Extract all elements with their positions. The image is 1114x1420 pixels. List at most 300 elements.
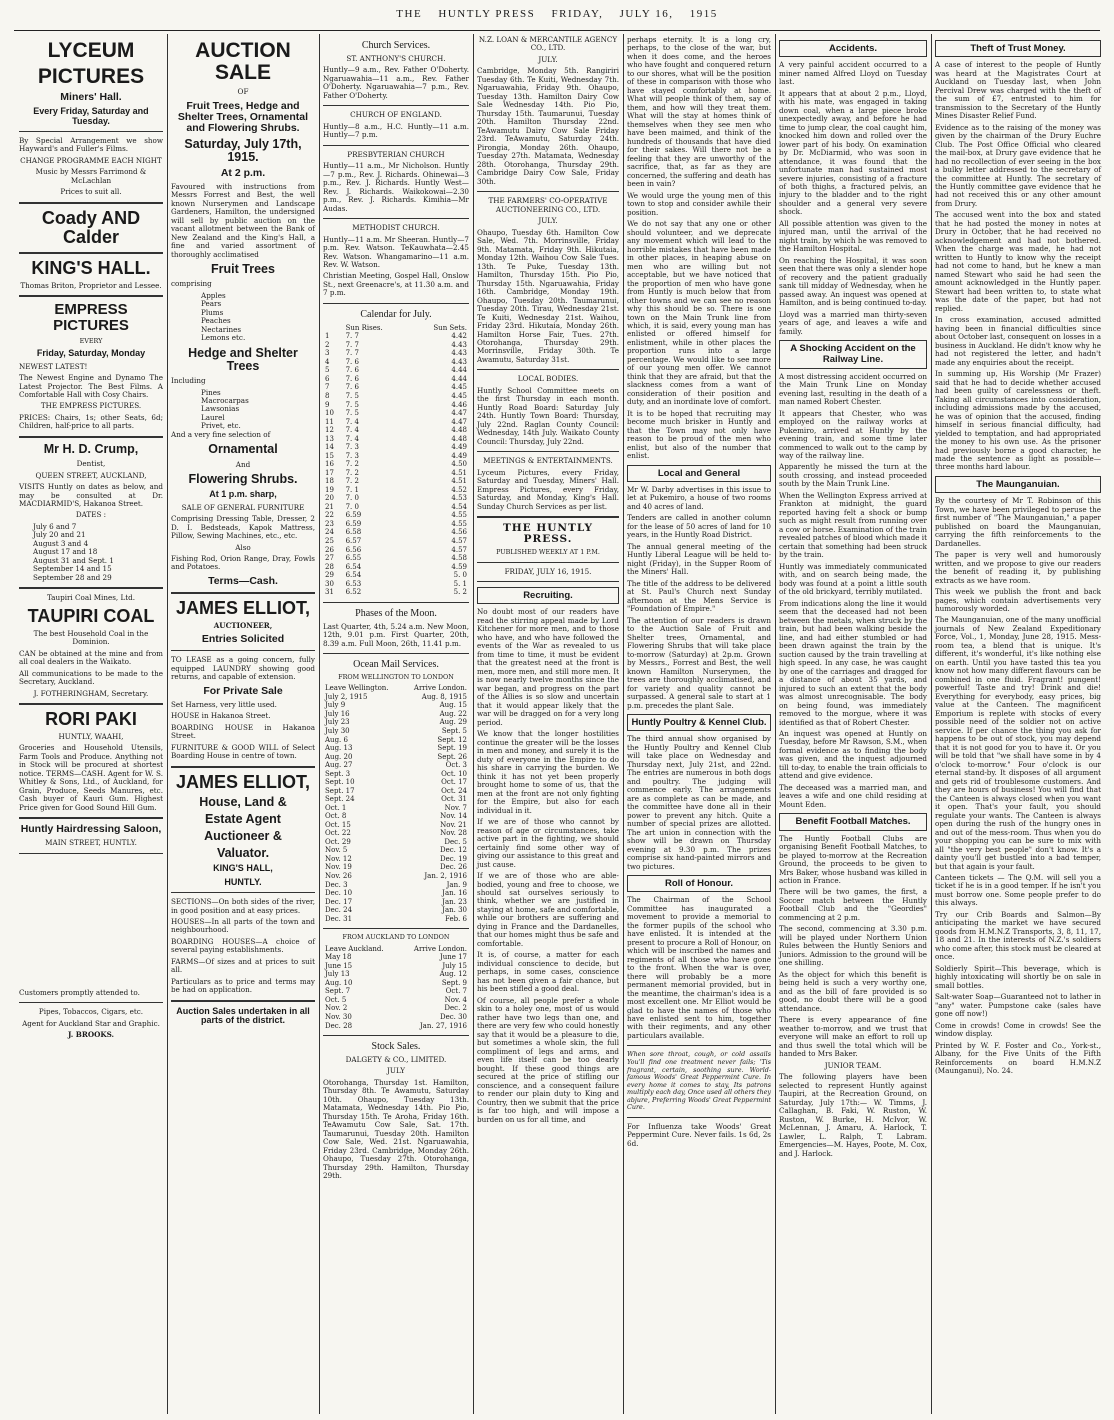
arrive-london: Aug. 22 — [439, 709, 467, 718]
published-weekly: PUBLISHED WEEKLY AT 1 P.M. — [496, 548, 600, 557]
sun-sets: 4.47 — [451, 417, 467, 426]
benefit-paragraph: The second, commencing at 3.30 p.m. will be played under Northern Union Rules between the Huntly Seniors and Juniors. Admission to the ground will be one shilling. — [779, 924, 927, 968]
coady-calder: Coady AND Calder — [41, 207, 141, 247]
sun-sets: 4.59 — [451, 562, 467, 571]
recruiting-paragraph: If we are of those who cannot by reason of age or circumstances, take active part in the fighting, we should certainly find some other way of giving our assistance to this great and just cause. — [477, 817, 619, 869]
arrive-london: Jan. 2, 1916 — [424, 872, 467, 881]
sun-sets: 4.44 — [451, 366, 467, 375]
taupiri-secretary: J. FOTHERINGHAM, Secretary. — [33, 688, 149, 698]
ornamental-and: And — [235, 459, 251, 469]
fruit-item: Nectarines — [201, 324, 242, 334]
sun-sets: 4.43 — [451, 357, 467, 366]
leave-wellington: Nov. 5 — [325, 846, 348, 855]
wellington-mail-row — [323, 744, 469, 753]
phases-body: Last Quarter, 4th, 5.24 a.m. New Moon, 12th, 9.01 p.m. First Quarter, 20th, 8.39 a.m. Full Moon, 26th, 11.41 p.m. — [323, 621, 469, 648]
sun-rises: 7. 6 — [345, 366, 359, 375]
roll-of-honour-heading: Roll of Honour. — [627, 875, 771, 892]
arrive-london: Jan. 27, 1916 — [419, 1021, 467, 1030]
church-services-heading: Church Services. — [361, 40, 431, 51]
fine-selection: And a very fine selection of — [171, 429, 271, 439]
fruit-item: Peaches — [201, 316, 231, 326]
ocean-mail-heading: Ocean Mail Services. — [353, 658, 439, 670]
auckland-mail-row — [323, 962, 469, 971]
calendar-row — [323, 528, 469, 537]
calendar-day: 15 — [325, 451, 334, 460]
calendar-day: 7 — [325, 383, 330, 392]
huntly-address: HUNTLY. — [224, 876, 262, 887]
house-hakanoa: HOUSE in Hakanoa Street. — [171, 711, 271, 721]
influenza-ad: For Influenza take Woods' Great Peppermint Cure. Never fails. 1s 6d, 2s 6d. — [627, 1121, 771, 1148]
sun-rises: 7. 0 — [345, 494, 359, 503]
calendar-row — [323, 418, 469, 427]
auction-sales-undertaken: Auction Sales undertaken in all parts of the district. — [176, 1005, 310, 1026]
james-elliot-1: JAMES ELLIOT, — [175, 597, 310, 618]
calendar-day: 20 — [325, 494, 334, 503]
wellington-mail-row — [323, 915, 469, 924]
taupiri-coal: TAUPIRI COAL — [27, 605, 155, 626]
calendar-row — [323, 563, 469, 572]
shocking-paragraph: A most distressing accident occurred on the Main Trunk Line on Monday evening last, resulting in the death of a man named Robert Chester. — [779, 371, 927, 407]
arrive-london: Nov. 21 — [440, 820, 467, 829]
maunganuian-paragraph: This week we publish the front and back pages, which contain advertisements very humorously worded. — [935, 587, 1101, 613]
main-street: MAIN STREET, HUNTLY. — [45, 838, 137, 848]
farmers-heading: THE FARMERS' CO-OPERATIVE AUCTIONEERING CO., LTD. — [488, 196, 608, 214]
leave-wellington: Dec. 31 — [325, 914, 353, 923]
calendar-row — [323, 443, 469, 452]
fruit-item: Apples — [201, 290, 226, 300]
sun-sets: 4.48 — [451, 426, 467, 435]
calendar-row — [323, 503, 469, 512]
issue-date: FRIDAY, JULY 16, 1915. — [504, 566, 592, 576]
sharp-time: At 1 p.m. sharp, — [209, 489, 277, 500]
sun-rises: 7. 2 — [345, 468, 359, 477]
calendar-row — [323, 341, 469, 350]
calendar-row — [323, 588, 469, 597]
crump-date: July 20 and 21 — [33, 530, 86, 540]
sun-sets: 4.51 — [451, 468, 467, 477]
shocking-paragraph: The deceased was a married man, and leaves a wife and one child residing at Mount Eden. — [779, 782, 927, 809]
sun-rises: 7. 0 — [345, 502, 359, 511]
theft-paragraph: The accused went into the box and stated that he had posted the money in notes at Drury in October, that he had received no acknowledgement and had not bothered. When the charge was made, he had not written to Huntly to know why the receipt had not come to hand, but he knew a man named Stewart who said he had seen the amount acknowledged in the Huntly paper. Stewart had been written to, to state what was the date of the paper, but had not replied. — [935, 210, 1101, 313]
leave-wellington: Dec. 24 — [325, 906, 353, 915]
crump-address: QUEEN STREET, AUCKLAND, — [35, 470, 147, 480]
sun-rises: 7. 7 — [345, 332, 359, 341]
calendar-row — [323, 554, 469, 563]
column-3 — [320, 36, 472, 1414]
leave-wellington: July 9 — [325, 701, 346, 710]
empress-every: EVERY — [79, 336, 103, 345]
leave-wellington: Oct. 15 — [325, 820, 351, 829]
farmers-july: JULY. — [538, 216, 558, 226]
calendar-day: 16 — [325, 460, 334, 469]
calendar-day: 23 — [325, 519, 334, 528]
crump-name: Mr H. D. Crump, — [43, 441, 139, 456]
sun-sets: 4.55 — [451, 511, 467, 520]
calendar-day: 27 — [325, 554, 334, 563]
calendar-row — [323, 358, 469, 367]
local-general-paragraph: The title of the address to be delivered at St. Paul's Church next Sunday afternoon at the Mens Service is "Foundation of Empire." — [627, 578, 771, 614]
shocking-paragraph: An inquest was opened at Huntly on Tuesday, before Mr Rawson, S.M., when formal evidence as to finding the body was given, and the inquest adjourned till to-day, to enable the train officials to attend and give evidence. — [779, 729, 927, 781]
leave-wellington: Sept. 10 — [325, 778, 355, 787]
taupiri-best: The best Household Coal in the Dominion. — [33, 628, 149, 647]
arrive-london: Nov. 7 — [444, 803, 467, 812]
empress-body: The Newest Engine and Dynamo The Latest Projector. The Best Films. A Comfortable Hall with Cosy Chairs. — [19, 373, 163, 399]
wellington-mail-row — [323, 906, 469, 915]
theft-paragraph: A case of interest to the people of Huntly was heard at the Magistrates Court at Auckland on Tuesday last, when John Percival Drew was charged with the theft of the sum of £7, entrusted to him for transmission to the Secretary of the Huntly Mines Disaster Relief Fund. — [935, 60, 1101, 121]
wellington-mail-row — [323, 718, 469, 727]
sun-rises: 7. 7 — [345, 340, 359, 349]
sun-sets: 4.56 — [451, 528, 467, 537]
entries-solicited: Entries Solicited — [201, 633, 285, 646]
crump-date: August 31 and Sept. 1 — [33, 555, 114, 565]
calendar-row — [323, 452, 469, 461]
calendar-day: 21 — [325, 502, 334, 511]
wellington-mail-row — [323, 770, 469, 779]
recruiting-continued: It is to be hoped that recruiting may become much brisker in Huntly and that the Town may not only have reason to be proud of the men who enlist, but also of the number that enlist. — [627, 408, 771, 461]
auctioneer-and: Auctioneer & — [204, 828, 282, 843]
wellington-mail-row — [323, 710, 469, 719]
auckland-arrive-head: Arrive London. — [413, 944, 467, 953]
calendar-row — [323, 409, 469, 418]
sun-rises: 7. 4 — [345, 417, 359, 426]
methodist-heading: METHODIST CHURCH. — [352, 223, 440, 233]
rori-paki: RORI PAKI — [45, 709, 137, 730]
auction-date: Saturday, July 17th, 1915. — [184, 136, 302, 164]
wellington-mail-row — [323, 812, 469, 821]
sun-rises: 7. 4 — [345, 434, 359, 443]
auckland-mail-row — [323, 979, 469, 988]
calendar-day: 19 — [325, 485, 334, 494]
leave-wellington: July 23 — [325, 718, 350, 727]
arrive-london: Oct. 17 — [441, 778, 467, 787]
nz-loan-july: JULY. — [538, 54, 558, 64]
kings-hall-address: KING'S HALL, — [213, 863, 273, 874]
calendar-day: 12 — [325, 426, 334, 435]
wellington-mail-row — [323, 787, 469, 796]
arrive-london: Feb. 6 — [444, 914, 467, 923]
kings-hall-title: KING'S HALL. — [31, 257, 151, 278]
recruiting-continued: perhaps eternity. It is a long cry, perhaps, to the close of the war, but when it does come, and the heroes who have fought and conquered return to our shores, what will be the position of these in comparison with those who have stayed comfortably at home. What will people think of them, say of them, and how will they treat them. What will the stay at homes think of themselves when they see men who have been maimed, and think of the hundreds of thousands that have died for their sakes. Will there not be a feeling that they are unworthy of the sacrifice, that, as far as they are concerned, the suffering and death has been in vain? — [627, 36, 771, 189]
wellington-mail-row — [323, 821, 469, 830]
arrive-london: Oct. 10 — [441, 769, 467, 778]
sun-sets: 4.49 — [451, 443, 467, 452]
including: Including — [171, 376, 206, 386]
sun-sets: 4.57 — [451, 545, 467, 554]
calendar-row — [323, 580, 469, 589]
shocking-paragraph: When the Wellington Express arrived at Frankton at midnight, the guard reported having felt a shock or bump such as might result from running over a cow or horse. Examination of the train revealed patches of blood which made it certain that something had been struck by the train. — [779, 490, 927, 560]
sun-sets: 4.52 — [451, 485, 467, 494]
wellington-mail-row — [323, 898, 469, 907]
fruit-item: Pears — [201, 299, 222, 309]
benefit-football-heading: Benefit Football Matches. — [779, 813, 927, 830]
auction-of: OF — [237, 87, 249, 97]
arrive-london: Sept. 9 — [441, 978, 467, 987]
sun-rises: 6.57 — [345, 537, 362, 546]
calendar-day: 2 — [325, 340, 330, 349]
sun-rises: 7. 3 — [345, 443, 359, 452]
auction-sale-title: AUCTION SALE — [195, 39, 291, 85]
private-sale: For Private Sale — [203, 684, 283, 697]
arrive-london: Nov. 14 — [440, 812, 467, 821]
arrive-london: Dec. 12 — [439, 846, 467, 855]
lyceum-subtitle: PICTURES — [37, 65, 145, 89]
wellington-mail-row — [323, 889, 469, 898]
meetings-heading: MEETINGS & ENTERTAINMENTS. — [483, 456, 613, 466]
arrive-london: Jan. 9 — [446, 880, 467, 889]
recruiting-paragraph: No doubt most of our readers have read the stirring appeal made by Lord Kitchener for more men, and to those who have, and who have followed the events of the War as revealed to us from time to time, it must be evident that the greatest need at the front is men, more men, and still more men. It is now nearly twelve months since the war began, and progress on the part of the Allies is so slow and uncertain that it would appear likely that the war will be dragged on for a very long period. — [477, 607, 619, 727]
calendar-day: 30 — [325, 579, 334, 588]
sun-rises: 6.56 — [345, 545, 362, 554]
leave-auckland: Aug. 10 — [325, 978, 353, 987]
arrive-london: Oct. 24 — [441, 786, 467, 795]
sun-rises: 6.59 — [345, 511, 362, 520]
leave-wellington: Nov. 12 — [325, 854, 352, 863]
sun-rises: 7. 7 — [345, 349, 359, 358]
local-general-paragraph: The attention of our readers is drawn to the Auction Sale of Fruit and Shelter trees, Ornamental, and Flowering Shrubs that will take place to-morrow (Saturday) at 2p.m. Grown by Messrs., Forrest and Best, the well known Hamilton Nurserymen, the trees are thoroughly acclimatised, and for variety and quality cannot be surpassed. A general sale to start at 1 p.m. precedes the plant Sale. — [627, 615, 771, 710]
calendar-col-rises: Sun Rises. — [345, 323, 383, 332]
calendar-day: 22 — [325, 511, 334, 520]
taupiri-body: CAN be obtained at the mine and from all coal dealers in the Waikato. — [19, 648, 163, 667]
st-anthony-body: Huntly—9 a.m., Rev. Father O'Doherty. Ngaruawahia—11 a.m., Rev. Father O'Doherty. Ngaruawahia—7 p.m., Rev. Father O'Doherty. — [323, 65, 469, 100]
leave-wellington: Aug. 27 — [325, 761, 353, 770]
benefit-paragraph: There will be two games, the first, a Soccer match between the Huntly Football Club and the "Geordies" commencing at 2 p.m. — [779, 887, 927, 922]
hedge-item: Laurel — [201, 412, 225, 422]
shocking-accident-heading: A Shocking Accident on the Railway Line. — [779, 340, 927, 368]
wellington-mail-row — [323, 693, 469, 702]
sun-rises: 7. 5 — [345, 409, 359, 418]
sun-sets: 4.57 — [451, 537, 467, 546]
presbyterian-body: Huntly—11 a.m., Mr Nicholson. Huntly—7 p.m., Rev. J. Richards. Ohinewai—3 p.m., Rev. J. Richards. Huntly West—Rev. J. Richards. Waikokowai—2.30 p.m., Rev. J. Richards. Kimihia—Mr Audas. — [323, 161, 469, 213]
calendar-row — [323, 332, 469, 341]
crump-date: July 6 and 7 — [33, 521, 77, 531]
agent-star: Agent for Auckland Star and Graphic. — [22, 1018, 160, 1028]
masthead-rule — [14, 30, 1100, 31]
calendar-day: 14 — [325, 443, 334, 452]
recruiting-paragraph: We know that the longer hostilities continue the greater will be the losses in men and money, and surely it is the duty of everyone in the Empire to do his share in carrying the burden. We think it has not yet been properly brought home to some of us, that the men at the front are not only fighting for the Empire, but also for each individual in it. — [477, 729, 619, 815]
roll-of-honour-body: The Chairman of the School Committee has inaugurated a movement to provide a memorial to the former pupils of the school who have enlisted. It is intended at the present to procure a Roll of Honour, on which will be inscribed the names and regiments of all those who have gone to the front. When the war is over, there will probably be a more permanent memorial provided, but in the meantime, the chairman's idea is a most excellent one. Mr Elliot would be glad to have the names of those who have enlisted sent to him, together with their regiments, and any other particulars available. — [627, 895, 771, 1040]
auckland-mail-row — [323, 1022, 469, 1031]
calendar-row — [323, 375, 469, 384]
shocking-paragraph: Apparently he missed the turn at the south crossing, and instead proceeded south by the Main Trunk Line. — [779, 462, 927, 489]
accidents-paragraph: All possible attention was given to the injured man, until the arrival of the night train, by which he was removed to the Hamilton Hospital. — [779, 218, 927, 254]
wellington-mail-row — [323, 736, 469, 745]
wellington-mail-row — [323, 829, 469, 838]
wellington-mail-table — [323, 684, 469, 923]
masthead-the: THE — [396, 8, 423, 20]
leave-wellington: July 2, 1915 — [325, 692, 368, 701]
leave-auckland: June 15 — [325, 961, 353, 970]
arrive-london: Sept. 12 — [437, 735, 467, 744]
sun-rises: 6.53 — [345, 579, 362, 588]
column-7 — [932, 36, 1104, 1414]
maunganuian-paragraph: By the courtesy of Mr T. Robinson of this Town, we have been privileged to peruse the first number of "The Maunganuian," a paper published on board the Maunganuian, carrying the fifth reinforcements to the Dardanelles. — [935, 496, 1101, 548]
leave-wellington: Oct. 22 — [325, 829, 351, 838]
calendar-row — [323, 511, 469, 520]
auction-trees: Fruit Trees, Hedge and Shelter Trees, Ornamental and Flowering Shrubs. — [177, 99, 309, 134]
calendar-row — [323, 537, 469, 546]
rori-body: Groceries and Household Utensils, Farm Tools and Produce. Anything not in Stock will be procured at shortest notice. TERMS—CASH. Agent for W. S. Whitley & Sons, Ltd., of Auckland, for Grain, Produce, Seeds Manures, etc. Cash buyer of Kauri Gum. Highest Price given for Good Sound Hill Gum. — [19, 743, 163, 812]
arrive-london: June 17 — [439, 953, 467, 962]
auckland-mail-table — [323, 945, 469, 1030]
calendar-table — [323, 324, 469, 597]
sun-sets: 4.45 — [451, 391, 467, 400]
calendar-day: 24 — [325, 528, 334, 537]
harness: Set Harness, very little used. — [171, 699, 277, 709]
stock-sales-heading: Stock Sales. — [371, 1041, 421, 1053]
calendar-day: 26 — [325, 545, 334, 554]
maunganuian-paragraph: The paper is very well and humorously written, and we propose to give our readers the benefit of reading it, by publishing extracts as we have room. — [935, 550, 1101, 585]
calendar-day: 8 — [325, 391, 330, 400]
calendar-row — [323, 520, 469, 529]
sun-rises: 6.55 — [345, 554, 362, 563]
leave-wellington: Sept. 3 — [325, 769, 351, 778]
lyceum-music: Music by Messrs Farrimond & McLachlan — [35, 167, 147, 185]
recruiting-paragraph: It is, of course, a matter for each individual conscience to decide, but perhaps, in some cases, conscience has not been given a fair chance, but his been stifled a good deal. — [477, 950, 619, 994]
leave-auckland: May 18 — [325, 953, 352, 962]
boarding-houses: BOARDING HOUSES—A choice of several paying establishments. — [171, 936, 315, 955]
leave-wellington: July 30 — [325, 726, 350, 735]
wellington-mail-row — [323, 795, 469, 804]
arrive-london: Dec. 19 — [439, 854, 467, 863]
flowering-heading: Flowering Shrubs. — [188, 472, 298, 487]
also-body: Fishing Rod, Orion Range, Dray, Fowls and Potatoes. — [171, 554, 315, 572]
house-land: House, Land & — [199, 794, 287, 809]
arrive-london: Nov. 28 — [440, 829, 467, 838]
sun-rises: 7. 2 — [345, 460, 359, 469]
column-1 — [16, 36, 166, 1414]
sun-sets: 4.43 — [451, 340, 467, 349]
local-general-paragraph: The annual general meeting of the Huntly Liberal League will be held to-night (Friday), in the Supper Room of the Miners' Hall. — [627, 541, 771, 577]
theft-heading: Theft of Trust Money. — [935, 40, 1101, 57]
christian-meeting: Christian Meeting, Gospel Hall, Onslow St., next Greenacre's, at 11.30 a.m. and 7 p.m. — [323, 271, 469, 298]
church-england-body: Huntly—8 a.m., H.C. Huntly—11 a.m. Huntly—7 p.m. — [323, 121, 469, 140]
furniture-goodwill: FURNITURE & GOOD WILL of Select Boarding House in centre of town. — [171, 742, 315, 761]
sun-rises: 6.59 — [345, 519, 362, 528]
sun-rises: 7. 1 — [345, 485, 359, 494]
nz-loan-heading: N.Z. LOAN & MERCANTILE AGENCY CO., LTD. — [478, 36, 618, 53]
calendar-day: 1 — [325, 332, 330, 341]
rori-place: HUNTLY, WAAHI, — [58, 732, 124, 741]
leave-wellington: Dec. 17 — [325, 897, 353, 906]
wellington-mail-row — [323, 838, 469, 847]
auckland-mail-row — [323, 953, 469, 962]
sun-sets: 4.44 — [451, 374, 467, 383]
arrive-london: Jan. 30 — [442, 906, 467, 915]
wellington-mail-row — [323, 701, 469, 710]
leave-wellington: Dec. 10 — [325, 889, 353, 898]
leave-auckland: Nov. 2 — [325, 1004, 348, 1013]
sun-sets: 4.46 — [451, 400, 467, 409]
arrive-london: Nov. 4 — [444, 995, 467, 1004]
valuator: Valuator. — [216, 846, 270, 861]
fruit-trees-heading: Fruit Trees — [211, 262, 275, 277]
shocking-paragraph: It appears that Chester, who was employed on the railway works at Pukemiro, arrived at Huntly by the evening train, and some time later commenced to walk out to the camp by way of the railway line. — [779, 408, 927, 460]
calendar-row — [323, 366, 469, 375]
sun-rises: 7. 5 — [345, 400, 359, 409]
pipes-tobaccos: Pipes, Tobaccos, Cigars, etc. — [38, 1007, 144, 1017]
wellington-mail-row — [323, 872, 469, 881]
wellington-mail-row — [323, 727, 469, 736]
benefit-paragraph: There is every appearance of fine weather to-morrow, and we trust that everyone will make an effort to roll up and thus swell the total which will be handed to Mrs Baker. — [779, 1015, 927, 1059]
sun-sets: 4.58 — [451, 554, 467, 563]
wellington-arrive-head: Arrive London. — [413, 684, 467, 693]
calendar-heading: Calendar for July. — [360, 308, 432, 320]
masthead-day: FRIDAY, — [551, 8, 604, 20]
leave-wellington: July 16 — [325, 709, 350, 718]
sale-of-furniture: SALE OF GENERAL FURNITURE — [181, 502, 305, 512]
customers-attended: Customers promptly attended to. — [19, 987, 140, 997]
theft-paragraph: In summing up, His Worship (Mr Frazer) said that he had to decide whether accused had been guilty of carelessness or theft. Taking all circumstances into consideration, including admissions made by the accused, he was of opinion that the accused, finding himself in serious financial difficulty, had yielded to temptation, and had appropriated the money to his own use. As the prisoner had previously borne a good character, he made the sentence as light as possible—three months hard labour. — [935, 369, 1101, 472]
arrive-london: Sept. 26 — [437, 752, 467, 761]
local-general-heading: Local and General — [627, 465, 771, 482]
wellington-mail-row — [323, 881, 469, 890]
maunganuian-paragraph: The Maunganuian, one of the many unofficial journals of New Zealand Expeditionary Force, Vol., 1, Monday, June 28, 1915. Mess-room tea, a blend that is unique. It's different, it's wonderful, it's like nothing else on earth. Until you have tasted this tea you know not how many different flavours can be combined in one fluid. Fragrant! pungent! powerful! Taste and try! Drink and die! Everything for everybody, easy prices, big value at the Canteen. The magnificent Emporium is replete with stocks of every possible need of the soldier not on active service. If per chance the thing you ask for happens to be out of stock, you may depend that it is not good for you to have it. Or you will be told that "we shall have some in by 4 o'clock to-morrow." Four o'clock is our eternal stand-by. It disposes of all argument and gets rid of troublesome customers. And they are hours of business! You will find that the Canteen is always closed when you want it open. That's your fault, you should regulate your wants. The Canteen is always open during the rush of the hungry ones in and out of the mess-room. Thus when you do your shopping you can be sure to mix with all "the very best people" don't know. It's a dainty you'll get bustled into a bad temper, but that again is your fault. — [935, 615, 1101, 871]
farmers-body: Ohaupo, Tuesday 6th. Hamilton Cow Sale, Wed. 7th. Morrinsville, Friday 9th. Matamata, Friday 9th. Hikutaia, Monday 12th. Waihou Cow Sale Tues. 13th. Te Puke, Tuesday 13th. Hamilton, Thursday 15th. Pio Pio, Thursday 15th. Ngaruawahia, Friday 16th. Cambridge, Monday 19th. Ohaupo, Tuesday 20th. Taumarunui, Tuesday 20th. Tirau, Wednesday 21st. Te Kuiti, Wednesday 21st. Waihou, Friday 23rd. Hikutaia, Monday 26th. Hamilton Horse Fair, Tues. 27th. Otorohanga, Thursday 29th. Morrinsville, Friday 30th. Te Awamutu, Saturday 31st. — [477, 227, 619, 364]
column-5 — [624, 36, 774, 1414]
calendar-row — [323, 460, 469, 469]
sun-rises: 6.52 — [345, 588, 362, 597]
calendar-row — [323, 486, 469, 495]
sun-rises: 7. 4 — [345, 426, 359, 435]
recruiting-heading: Recruiting. — [477, 587, 619, 604]
kings-hall-proprietor: Thomas Briton, Proprietor and Lessee. — [20, 280, 162, 290]
poultry-body: The third annual show organised by the Huntly Poultry and Kennel Club will take place on Wednesday and Thursday next, July 21st, and 22nd. The entries are numerous in both dogs and poultry. The judging will commence early. The arrangements are as complete as can be made, and the committee have done all in their power to prevent any hitch. Quite a number of special prizes are allotted. The art union in connection with the show will be drawn on Thursday evening at 9.30 p.m. The prizes comprise six hand-painted mirrors and two pictures. — [627, 734, 771, 871]
leave-wellington: Nov. 26 — [325, 872, 352, 881]
lyceum-title: LYCEUM — [47, 39, 135, 62]
leave-wellington: Sept. 17 — [325, 786, 355, 795]
calendar-col-sets: Sun Sets. — [433, 323, 467, 332]
poultry-heading: Huntly Poultry & Kennel Club. — [627, 714, 771, 731]
calendar-day: 6 — [325, 374, 330, 383]
calendar-day: 13 — [325, 434, 334, 443]
woods-poem-ad: When sore throat, cough, or cold assails You'll find one treatment never fails; 'Tis fragrant, certain, soothing sure. World-famous Woods' Great Peppermint Cure. In every home it comes to stay, Its patrons multiply each day, Once used all others they abjure, Preferring Woods' Great Peppermint Cure. — [627, 1050, 771, 1112]
calendar-day: 4 — [325, 357, 330, 366]
auction-time: At 2 p.m. — [220, 166, 266, 179]
lyceum-body: By Special Arrangement we show Hayward's and Fuller's Films. — [19, 135, 163, 154]
houses: HOUSES—In all parts of the town and neighbourhood. — [171, 916, 315, 935]
benefit-paragraph: The Huntly Football Clubs are organising Benefit Football Matches, to be played to-morrow at the Recreation Ground, the proceeds to be given to Mrs Baker, whose husband was killed in action in France. — [779, 833, 927, 885]
calendar-row — [323, 392, 469, 401]
calendar-row — [323, 571, 469, 580]
leave-auckland: Nov. 30 — [325, 1013, 352, 1021]
masthead-date: JULY 16, — [619, 8, 674, 20]
leave-auckland: July 13 — [325, 970, 350, 979]
dalgety-body: Otorohanga, Thursday 1st. Hamilton, Thursday 8th. Te Awamutu, Saturday 10th. Ohaupo, Tuesday 13th. Matamata, Wednesday 14th. Pio Pio, Thursday 15th. Te Aroha, Friday 16th. TeAwamutu Cow Sale, Sat. 17th. Taumarunui, Tuesday 20th. Hamilton Cow Sale, Wed. 21st. Ngaruawahia, Friday 23rd. Cambridge, Monday 26th. Ohaupo, Tuesday 27th. Otorohanga, Thursday 29th. Hamilton, Thursday 29th. — [323, 1077, 469, 1181]
wellington-mail-row — [323, 846, 469, 855]
crump-date: September 28 and 29 — [33, 572, 112, 582]
arrive-london: Dec. 30 — [439, 1013, 467, 1021]
accidents-paragraph: Lloyd was a married man thirty-seven years of age, and leaves a wife and family. — [779, 309, 927, 336]
arrive-london: Aug. 8, 1915 — [421, 692, 467, 701]
crump-role: Dentist, — [76, 459, 106, 469]
local-general-paragraph: Tenders are called in another column for the lease of 50 acres of land for 10 years, in the Huntly Road District. — [627, 513, 771, 540]
calendar-day: 29 — [325, 571, 334, 580]
sun-rises: 6.58 — [345, 528, 362, 537]
leave-auckland: Sept. 7 — [325, 987, 351, 996]
meetings-body: Lyceum Pictures, every Friday, Saturday and Tuesday, Miners' Hall. Empress Pictures, every Friday, Saturday, and Monday, King's Hall. Sunday Church Services as per list. — [477, 467, 619, 511]
leave-auckland: Oct. 5 — [325, 995, 347, 1004]
brooks: J. BROOKS. — [67, 1030, 115, 1040]
masthead — [0, 8, 1114, 30]
lyceum-prices: Prices to suit all. — [60, 187, 122, 197]
church-england-heading: CHURCH OF ENGLAND. — [350, 110, 442, 120]
empress-days: Friday, Saturday, Monday — [36, 348, 146, 359]
sun-sets: 4.43 — [451, 349, 467, 358]
calendar-day: 9 — [325, 400, 330, 409]
local-bodies-body: Huntly School Committee meets on the first Thursday in each month. Huntly Road Board: Saturday July 24th. Huntly Town Board: Thursday, July 22nd. Raglan County Council: Wednesday, 14th July. Waikato County Council: Thursday, July 22nd. — [477, 385, 619, 446]
sun-rises: 7. 2 — [345, 477, 359, 486]
arrive-london: Oct. 7 — [445, 987, 467, 996]
